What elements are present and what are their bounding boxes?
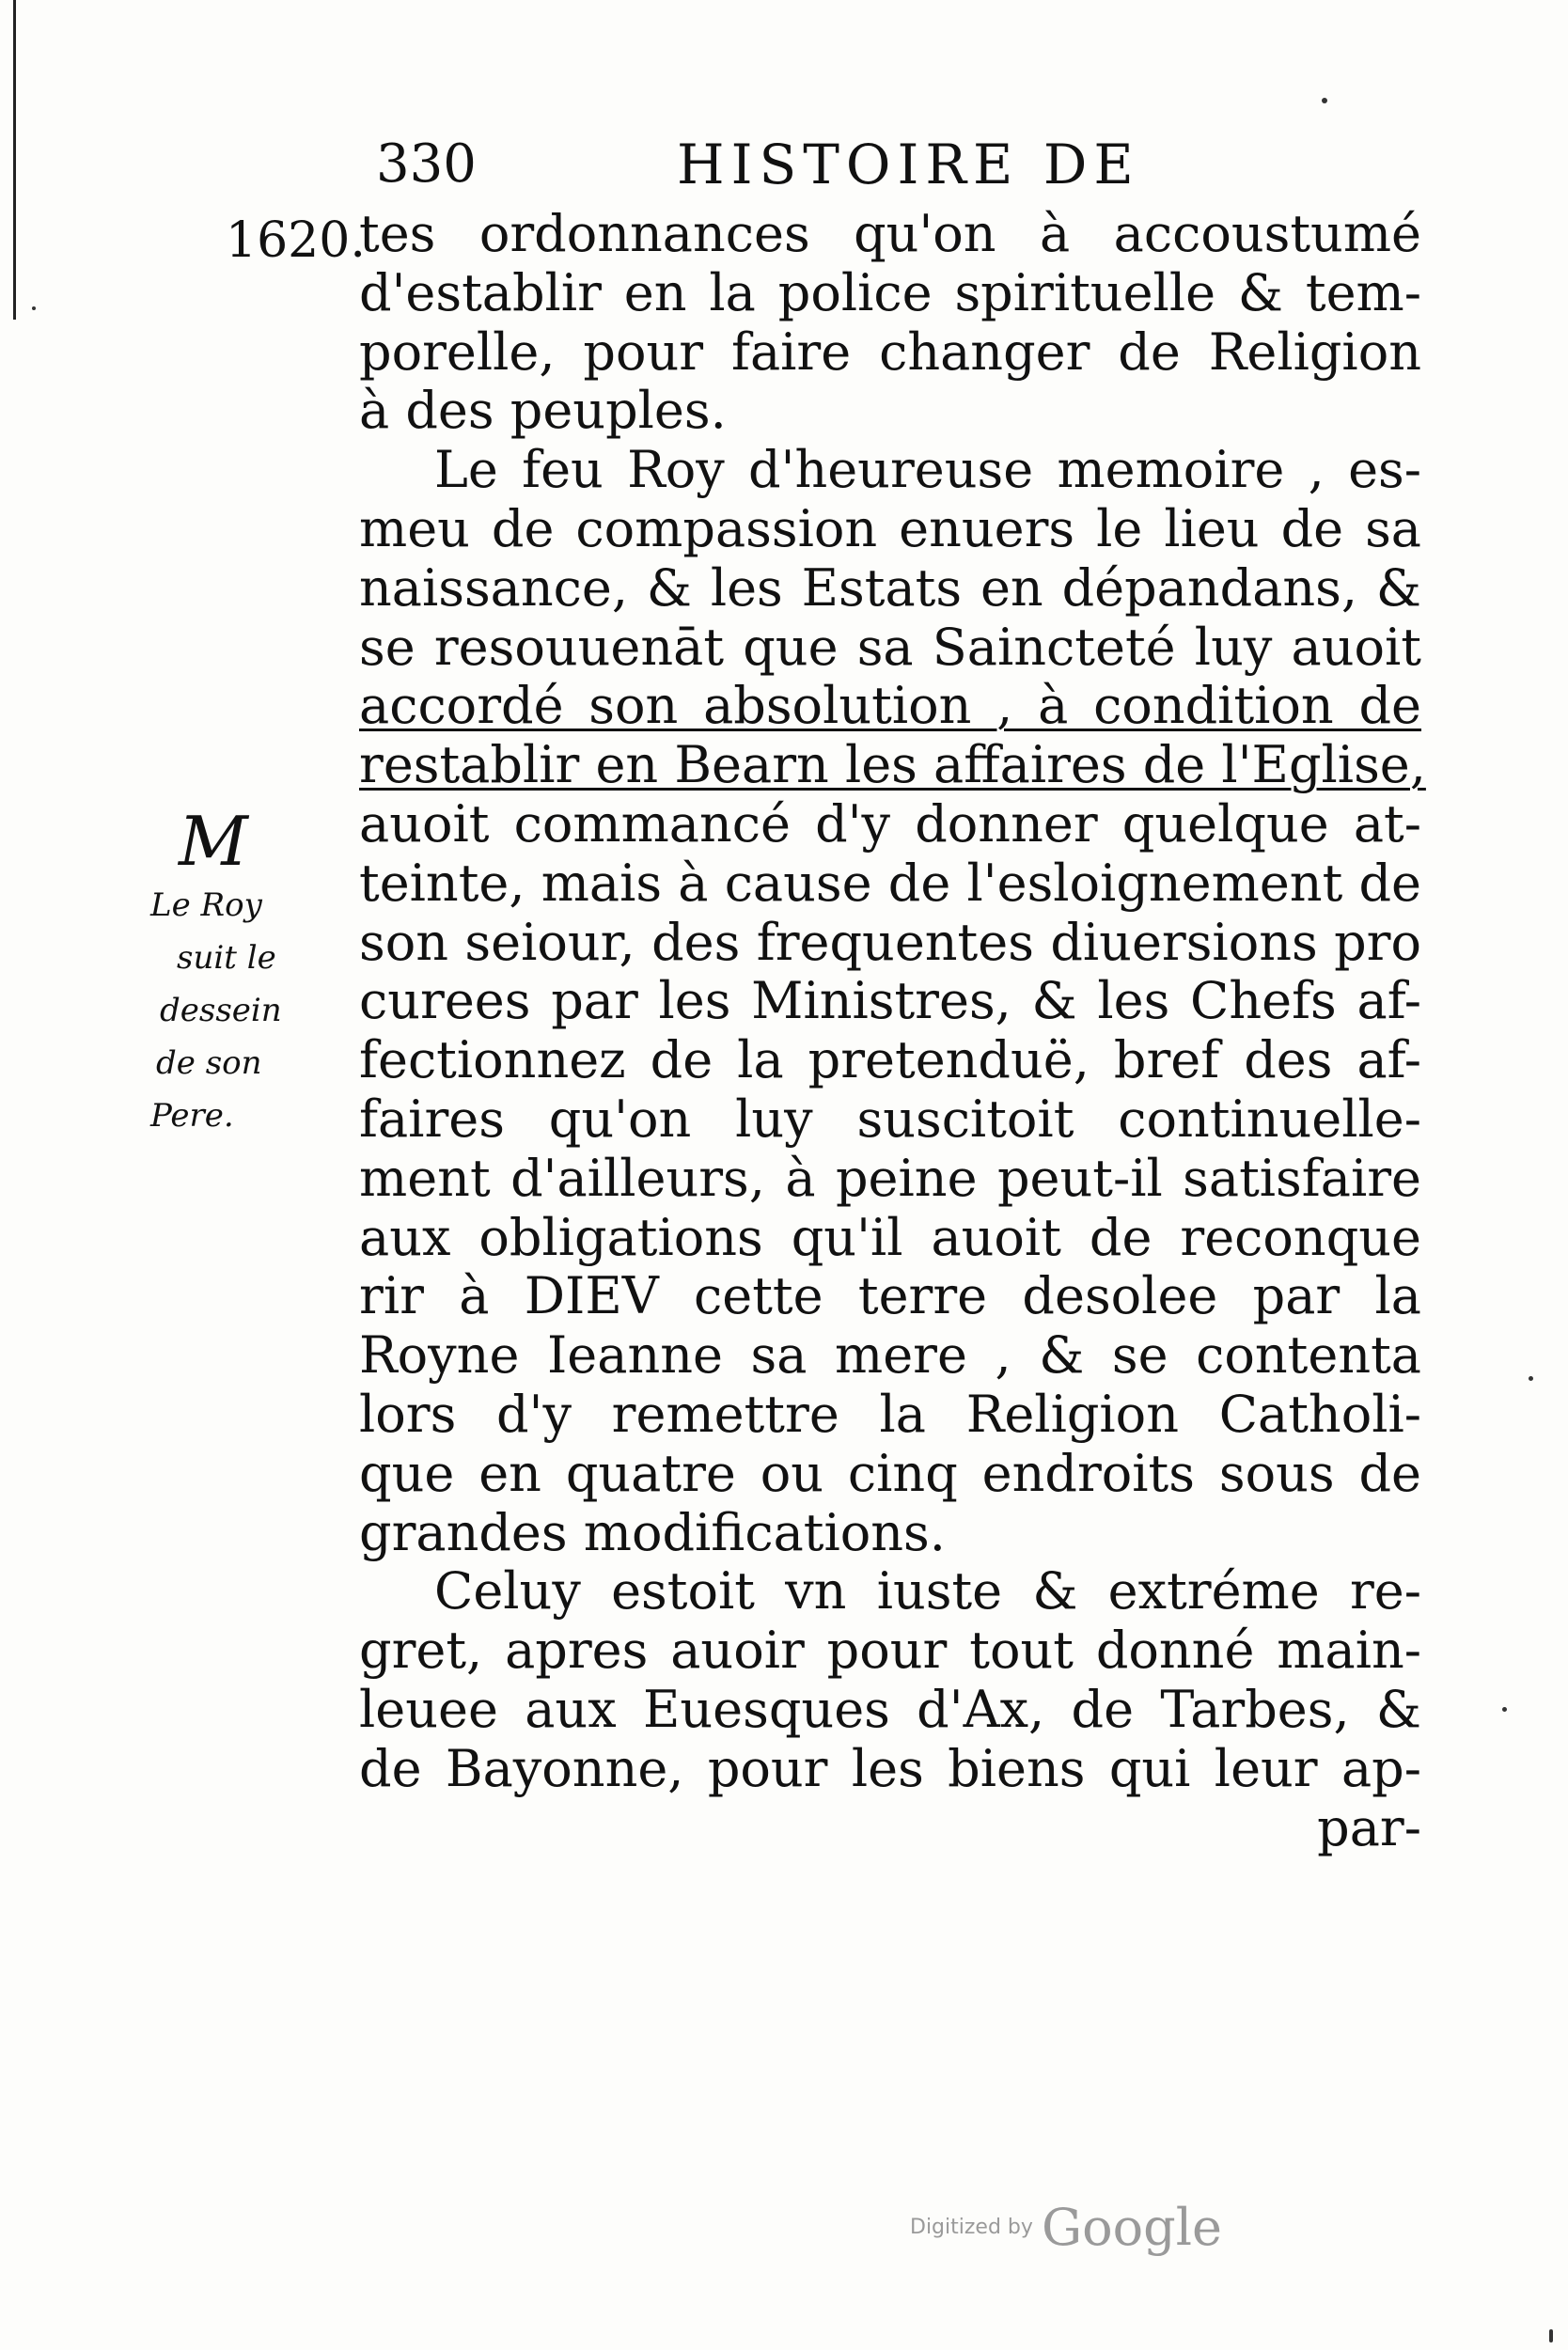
text-line: Celuy estoit vn iuste & extréme re- xyxy=(434,1561,1421,1622)
page-header xyxy=(376,122,1316,207)
text-line: Le feu Roy d'heureuse memoire , es- xyxy=(434,440,1421,500)
print-speck xyxy=(1529,1376,1533,1381)
margin-note-line: Le Roy xyxy=(150,886,262,924)
print-speck xyxy=(32,306,36,310)
print-speck xyxy=(1549,2329,1553,2342)
watermark-brand: Google xyxy=(1042,2198,1222,2257)
text-line: lors d'y remettre la Religion Catholi- xyxy=(359,1384,1421,1444)
catchword: par- xyxy=(1317,1797,1421,1857)
text-line: gret, apres auoir pour tout donné main- xyxy=(359,1621,1421,1681)
text-line: porelle, pour faire changer de Religion xyxy=(359,321,1421,382)
text-line: de Bayonne, pour les biens qui leur ap- xyxy=(359,1738,1421,1798)
margin-note-line: suit le xyxy=(177,939,276,977)
margin-note-line: Pere. xyxy=(150,1097,234,1135)
text-line: rir à DIEV cette terre desolee par la xyxy=(359,1266,1421,1326)
body-text xyxy=(359,204,1426,1857)
text-line: faires qu'on luy suscitoit continuelle- xyxy=(359,1089,1421,1149)
text-line: tes ordonnances qu'on à accoustumé xyxy=(359,204,1421,263)
text-line: fectionnez de la pretenduë, bref des af- xyxy=(359,1030,1421,1090)
underlined-text-line: accordé son absolution , à condition de xyxy=(359,676,1421,736)
text-line: aux obligations qu'il auoit de reconque xyxy=(359,1207,1421,1267)
digitization-watermark xyxy=(910,2198,1222,2257)
text-line: curees par les Ministres, & les Chefs af- xyxy=(359,971,1421,1031)
handwritten-mark: M xyxy=(179,802,248,881)
binding-edge xyxy=(13,0,16,320)
watermark-prefix: Digitized by xyxy=(910,2216,1033,2239)
text-line: meu de compassion enuers le lieu de sa xyxy=(359,498,1421,558)
text-line: se resouuenāt que sa Saincteté luy auoit xyxy=(359,617,1421,677)
page-number: 330 xyxy=(376,133,477,195)
text-line: d'establir en la police spirituelle & tem- xyxy=(359,262,1421,322)
text-line: leuee aux Euesques d'Ax, de Tarbes, & xyxy=(359,1679,1421,1739)
text-line: teinte, mais à cause de l'esloignement de xyxy=(359,853,1421,913)
print-speck xyxy=(1322,98,1327,103)
text-line: naissance, & les Estats en dépandans, & xyxy=(359,557,1421,618)
text-line: que en quatre ou cinq endroits sous de xyxy=(359,1443,1421,1503)
text-line: Royne Ieanne sa mere , & se contenta xyxy=(359,1325,1421,1386)
text-line: à des peuples. xyxy=(359,381,727,441)
margin-note xyxy=(150,804,338,1142)
text-line: auoit commancé d'y donner quelque at- xyxy=(359,793,1421,854)
margin-year: 1620. xyxy=(226,212,366,269)
running-title: HISTOIRE DE xyxy=(677,133,1140,196)
print-speck xyxy=(1502,1707,1507,1712)
text-line: grandes modifications. xyxy=(359,1502,946,1562)
margin-note-line: dessein xyxy=(160,992,282,1029)
text-line: son seiour, des frequentes diuersions pro xyxy=(359,912,1421,972)
text-line: ment d'ailleurs, à peine peut-il satisfaire xyxy=(359,1148,1421,1208)
margin-note-line: de son xyxy=(156,1044,262,1082)
underlined-text-line: restablir en Bearn les affaires de l'Eglise, xyxy=(359,735,1426,795)
